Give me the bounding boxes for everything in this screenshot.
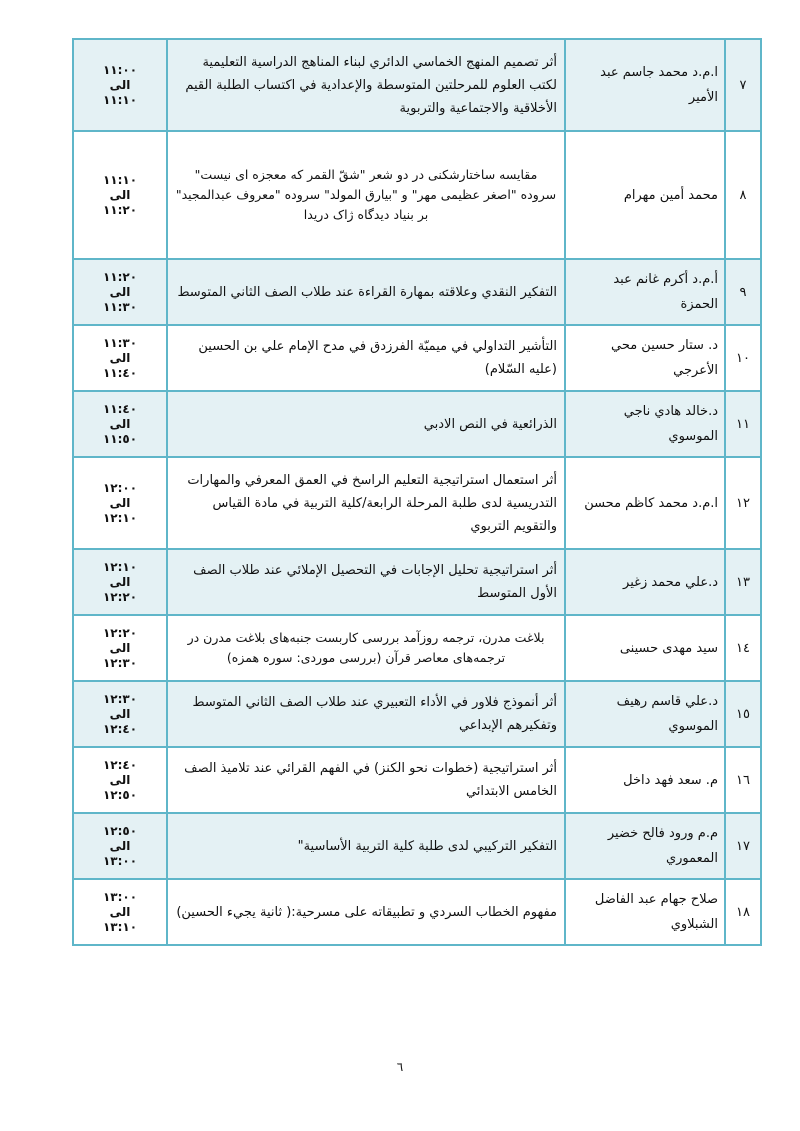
row-number: ١٦ — [725, 747, 761, 813]
table-row — [73, 549, 761, 615]
page-number: ٦ — [396, 1060, 404, 1074]
time-separator: الى — [109, 416, 131, 431]
row-number: ١٢ — [725, 457, 761, 549]
time-slot — [73, 39, 167, 131]
time-slot — [73, 259, 167, 325]
paper-title: التأشير التداولي في ميميّة الفرزدق في مدح الإمام علي بن الحسين (عليه السّلام) — [167, 325, 565, 391]
presenter-name: د.علي قاسم رهيف الموسوي — [565, 681, 725, 747]
time-separator: الى — [109, 838, 131, 853]
time-from: ١١:٠٠ — [102, 62, 138, 77]
time-from: ١١:١٠ — [102, 172, 138, 187]
time-separator: الى — [109, 495, 131, 510]
time-slot — [73, 813, 167, 879]
presentation-schedule-table — [72, 38, 762, 946]
table-row — [73, 39, 761, 131]
time-slot — [73, 325, 167, 391]
time-to: ١١:١٠ — [102, 92, 138, 107]
time-slot — [73, 747, 167, 813]
time-to: ١١:٥٠ — [102, 431, 138, 446]
paper-title: التفكير التركيبي لدى طلبة كلية التربية الأساسية" — [167, 813, 565, 879]
time-to: ١٢:٤٠ — [102, 721, 138, 736]
presenter-name: سيد مهدی حسینی — [565, 615, 725, 681]
time-from: ١٢:٠٠ — [102, 480, 138, 495]
table-row — [73, 879, 761, 945]
time-from: ١٣:٠٠ — [102, 889, 138, 904]
row-number: ٨ — [725, 131, 761, 259]
time-separator: الى — [109, 284, 131, 299]
time-from: ١٢:١٠ — [102, 559, 138, 574]
paper-title: أثر استراتيجية تحليل الإجابات في التحصيل الإملائي عند طلاب الصف الأول المتوسط — [167, 549, 565, 615]
time-from: ١١:٤٠ — [102, 401, 138, 416]
time-from: ١١:٣٠ — [102, 335, 138, 350]
row-number: ١١ — [725, 391, 761, 457]
time-from: ١٢:٢٠ — [102, 625, 138, 640]
table-row — [73, 325, 761, 391]
time-slot — [73, 457, 167, 549]
presenter-name: د. ستار حسين محي الأعرجي — [565, 325, 725, 391]
time-to: ١٣:١٠ — [102, 919, 138, 934]
table-row — [73, 747, 761, 813]
time-slot — [73, 549, 167, 615]
time-to: ١٣:٠٠ — [102, 853, 138, 868]
row-number: ١٣ — [725, 549, 761, 615]
time-slot — [73, 391, 167, 457]
time-to: ١١:٢٠ — [102, 202, 138, 217]
presenter-name: م.م ورود فالح خضير المعموري — [565, 813, 725, 879]
table-row — [73, 457, 761, 549]
table-row — [73, 813, 761, 879]
paper-title: مقایسه ساختارشكنی در دو شعر "شقّ القمر كه معجزه ای نیست" سروده "اصغر عظیمی مهر" و "بیارق المولد" سروده "معروف عبدالمجید" بر بنیاد دیدگاه ژاک دریدا — [167, 131, 565, 259]
time-separator: الى — [109, 77, 131, 92]
row-number: ٩ — [725, 259, 761, 325]
presenter-name: صلاح جهام عبد الفاضل الشبلاوي — [565, 879, 725, 945]
time-to: ١٢:٥٠ — [102, 787, 138, 802]
time-to: ١٢:٣٠ — [102, 655, 138, 670]
time-to: ١٢:١٠ — [102, 510, 138, 525]
row-number: ١٧ — [725, 813, 761, 879]
presenter-name: ا.م.د محمد جاسم عبد الأمير — [565, 39, 725, 131]
paper-title: أثر استعمال استراتيجية التعليم الراسخ في العمق المعرفي والمهارات التدريسية لدى طلبة المرحلة الرابعة/كلية التربية في مادة القياس والتقويم التربوي — [167, 457, 565, 549]
table-row — [73, 615, 761, 681]
time-slot — [73, 615, 167, 681]
time-slot — [73, 131, 167, 259]
paper-title: أثر تصميم المنهج الخماسي الدائري لبناء المناهج الدراسية التعليمية لكتب العلوم للمرحلتين المتوسطة والإعدادية في اكتساب الطلبة القيم الأخلاقية والاجتماعية والتربوية — [167, 39, 565, 131]
paper-title: أثر أنموذج فلاور في الأداء التعبيري عند طلاب الصف الثاني المتوسط وتفكيرهم الإبداعي — [167, 681, 565, 747]
paper-title: أثر استراتيجية (خطوات نحو الكنز) في الفهم القرائي عند تلاميذ الصف الخامس الابتدائي — [167, 747, 565, 813]
row-number: ١٠ — [725, 325, 761, 391]
presenter-name: م. سعد فهد داخل — [565, 747, 725, 813]
presenter-name: د.علي محمد زغير — [565, 549, 725, 615]
time-separator: الى — [109, 187, 131, 202]
table-row — [73, 259, 761, 325]
time-to: ١١:٣٠ — [102, 299, 138, 314]
paper-title: مفهوم الخطاب السردي و تطبيقاته على مسرحية:( ثانية يجيء الحسين) — [167, 879, 565, 945]
presenter-name: محمد أمين مهرام — [565, 131, 725, 259]
presenter-name: د.خالد هادي ناجي الموسوي — [565, 391, 725, 457]
table-row — [73, 131, 761, 259]
time-from: ١١:٢٠ — [102, 269, 138, 284]
row-number: ٧ — [725, 39, 761, 131]
table-row — [73, 391, 761, 457]
time-to: ١١:٤٠ — [102, 365, 138, 380]
time-separator: الى — [109, 350, 131, 365]
paper-title: بلاغت مدرن، ترجمه روزآمد بررسی كاربست جنبه‌های بلاغت مدرن در ترجمه‌های معاصر قرآن (بررسی موردی: سوره همزه) — [167, 615, 565, 681]
time-from: ١٢:٥٠ — [102, 823, 138, 838]
time-separator: الى — [109, 904, 131, 919]
table-row — [73, 681, 761, 747]
presenter-name: أ.م.د أكرم غانم عبد الحمزة — [565, 259, 725, 325]
row-number: ١٥ — [725, 681, 761, 747]
row-number: ١٤ — [725, 615, 761, 681]
time-from: ١٢:٤٠ — [102, 757, 138, 772]
time-from: ١٢:٣٠ — [102, 691, 138, 706]
paper-title: الذرائعية في النص الادبي — [167, 391, 565, 457]
time-slot — [73, 681, 167, 747]
paper-title: التفكير النقدي وعلاقته بمهارة القراءة عند طلاب الصف الثاني المتوسط — [167, 259, 565, 325]
time-separator: الى — [109, 772, 131, 787]
time-to: ١٢:٢٠ — [102, 589, 138, 604]
time-separator: الى — [109, 574, 131, 589]
time-separator: الى — [109, 640, 131, 655]
presenter-name: ا.م.د محمد كاظم محسن — [565, 457, 725, 549]
time-slot — [73, 879, 167, 945]
row-number: ١٨ — [725, 879, 761, 945]
time-separator: الى — [109, 706, 131, 721]
